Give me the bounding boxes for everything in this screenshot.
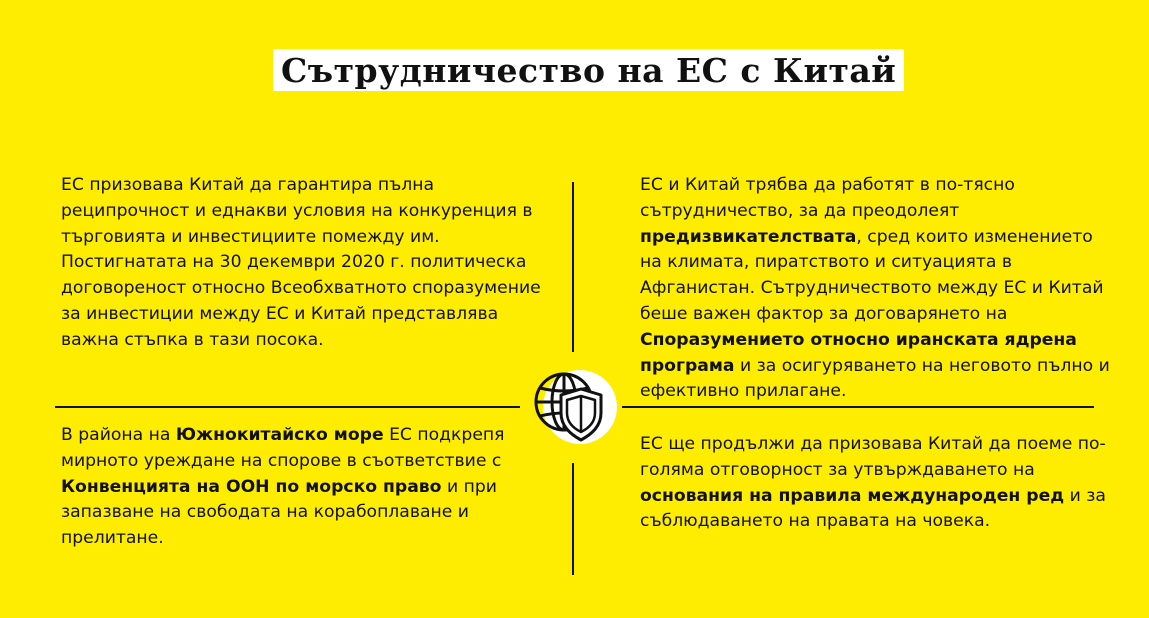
text-segment: и за съблюдаването на правата на човека. — [640, 485, 1106, 532]
title-banner — [273, 49, 904, 91]
text-segment: , сред които изменението на климата, пиратството и ситуацията в Афганистан. Сътрудничеството между ЕС и Китай беше важен фактор за договарянето на — [640, 226, 1104, 324]
horizontal-divider-right — [622, 406, 1094, 408]
text-block-cooperation — [640, 173, 1110, 405]
text-segment: В района на — [61, 425, 176, 445]
vertical-divider-top — [572, 182, 574, 352]
bold-text-south-china-sea: Южнокитайско море — [175, 425, 384, 445]
page-title: Сътрудничество на ЕС с Китай — [281, 50, 897, 90]
text-segment: и за осигуряването на неговото пълно и ефективно прилагане. — [640, 355, 1110, 402]
text-segment: ЕС ще продължи да призовава Китай да поеме по-голяма отговорност за утвърждаването на — [640, 434, 1106, 480]
bold-text-rules-based-order: основания на правила международен ред — [640, 485, 1065, 506]
text-segment: ЕС и Китай трябва да работят в по-тясно сътрудничество, за да преодолеят — [640, 175, 1015, 221]
text-block-south-china-sea — [61, 423, 521, 552]
bold-text-unclos: Конвенцията на ООН по морско право — [61, 476, 442, 497]
bold-text-iran-agreement: Споразумението относно иранската ядрена програма — [640, 329, 1077, 376]
globe-shield-icon — [530, 368, 620, 448]
text-block-investment — [61, 173, 541, 354]
text-segment: и при запазване на свободата на корабоплаване и прелитане. — [61, 476, 497, 549]
text-segment: ЕС призовава Китай да гарантира пълна реципрочност и еднакви условия на конкуренция в търговията и инвестициите помежду им. Постигнатата на 30 декември 2020 г. политическа договореност относно Всеобхватното споразумение за инвестиции между ЕС и Китай представлява важна стъпка в тази посока. — [61, 175, 541, 350]
vertical-divider-bottom — [572, 463, 574, 575]
bold-text-challenges: предизвикателствата — [640, 226, 857, 247]
text-segment: ЕС подкрепя мирното уреждане на спорове в съответствие с — [61, 425, 505, 471]
horizontal-divider-left — [55, 406, 520, 408]
text-block-rules-based-order — [640, 432, 1110, 535]
